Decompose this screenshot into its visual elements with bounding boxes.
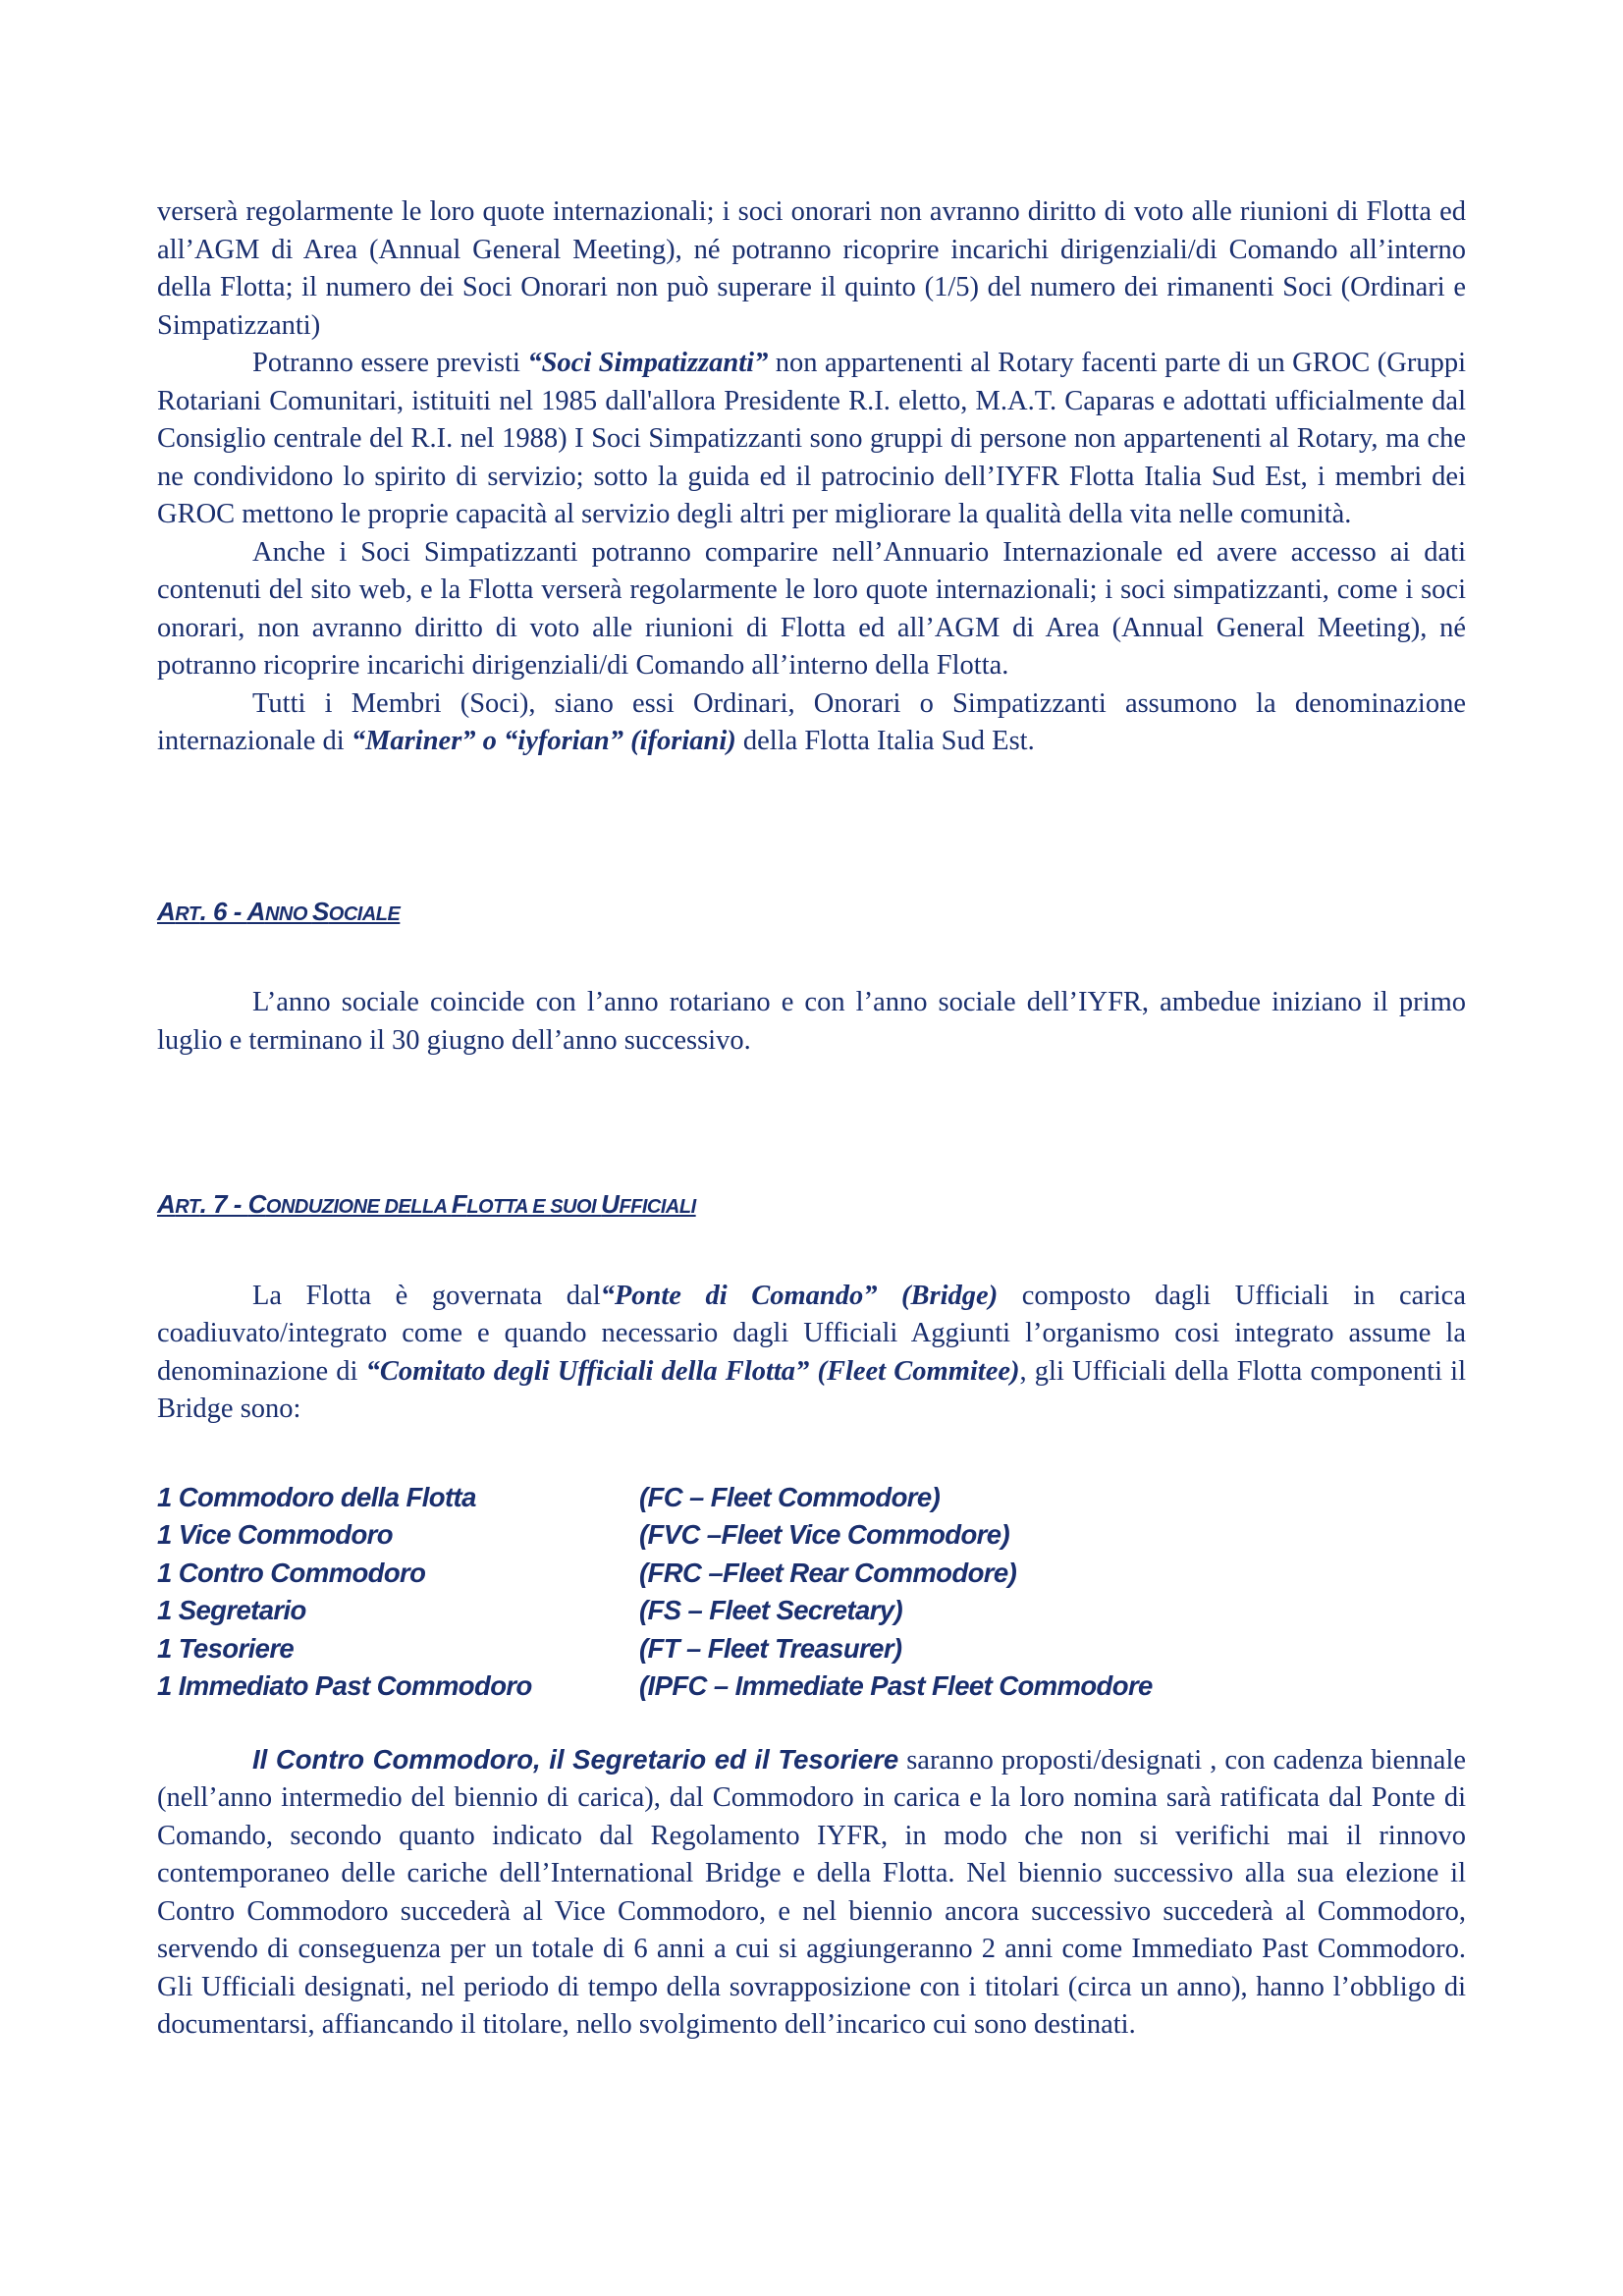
officer-row (157, 1630, 1466, 1668)
heading-part: S (311, 896, 329, 926)
officer-row (157, 1516, 1466, 1555)
paragraph-honorary-members: verserà regolarmente le loro quote internazionali; i soci onorari non avranno diritto di voto alle riunioni di Flotta ed all’AGM di Area (Annual General Meeting), né potranno ricoprire incarichi dirigenziali/di Comando all’interno della Flotta; il numero dei Soci Onorari non può superare il quinto (1/5) del numero dei rimanenti Soci (Ordinari e Simpatizzanti) (157, 196, 1466, 341)
heading-part: . 7 - (199, 1189, 248, 1219)
heading-part: NNO (264, 902, 312, 925)
officer-name: 1 Commodoro della Flotta (157, 1481, 476, 1512)
text-run: non appartenenti al Rotary facenti parte di un GROC (Gruppi Rotariani Comunitari, istituiti nel 1985 dall'allora Presidente R.I. eletto, M.A.T. Caparas e adottati ufficialmente dal Consiglio centrale del R.I. nel 1988) I Soci Simpatizzanti sono gruppi di persone non appartenenti al Rotary, ma che ne condividono lo spirito di servizio; sotto la guida ed il patrocinio dell’IYFR Flotta Italia Sud Est, i membri dei GROC mettono le proprie capacità al servizio degli altri per migliorare la qualità della vita nelle comunità. (157, 348, 1466, 529)
officer-name: 1 Contro Commodoro (157, 1557, 426, 1588)
emphasis-mariner: “Mariner” o “iyforian” (iforiani) (351, 726, 736, 756)
officer-name: 1 Vice Commodoro (157, 1519, 393, 1550)
officer-row (157, 1667, 1466, 1706)
heading-part: A (157, 1189, 176, 1219)
heading-part: A (157, 896, 176, 926)
emphasis-fleet-committee: “Comitato degli Ufficiali della Flotta” (Fleet Commitee) (365, 1355, 1020, 1387)
officer-abbreviation: (FRC –Fleet Rear Commodore) (639, 1557, 1017, 1588)
heading-part: RT (175, 1196, 200, 1218)
heading-part: A (246, 896, 265, 926)
heading-part: FFICIALI (619, 1196, 696, 1218)
heading-art-6 (157, 893, 1466, 934)
paragraph-sympathizer-rights: Anche i Soci Simpatizzanti potranno comparire nell’Annuario Internazionale ed avere accesso ai dati contenuti del sito web, e la Flotta verserà regolarmente le loro quote internazionali; i soci simpatizzanti, come i soci onorari, non avranno diritto di voto alle riunioni di Flotta ed all’AGM di Area (Annual General Meeting), né potranno ricoprire incarichi dirigenziali/di Comando all’interno della Flotta. (157, 536, 1466, 681)
emphasis-officers: Il Contro Commodoro, il Segretario ed il Tesoriere (252, 1743, 899, 1775)
officer-row (157, 1479, 1466, 1517)
officer-name: 1 Immediato Past Commodoro (157, 1670, 532, 1701)
paragraph-social-year: L’anno sociale coincide con l’anno rotariano e con l’anno sociale dell’IYFR, ambedue iniziano il primo luglio e terminano il 30 giugno dell’anno successivo. (157, 987, 1466, 1056)
text-run: saranno proposti/designati , con cadenza biennale (nell’anno intermedio del biennio di carica), dal Commodoro in carica e la loro nomina sarà ratificata dal Ponte di Comando, secondo quanto indicato dal Regolamento IYFR, in modo che non si verifichi mai il rinnovo contemporaneo delle cariche dell’International Bridge e della Flotta. Nel biennio successivo alla sua elezione il Contro Commodoro succederà al Vice Commodoro, e nel biennio ancora successivo succederà al Commodoro, servendo di conseguenza per un totale di 6 anni a cui si aggiungeranno 2 anni come Immediato Past Commodoro. Gli Ufficiali designati, nel periodo di tempo della sovrapposizione con i titolari (circa un anno), hanno l’obbligo di documentarsi, affiancando il titolare, nello svolgimento dell’incarico cui sono destinati. (157, 1744, 1467, 2040)
officer-row (157, 1592, 1466, 1630)
heading-part: C (247, 1189, 266, 1219)
officer-abbreviation: (FS – Fleet Secretary) (639, 1595, 903, 1625)
officer-name: 1 Segretario (157, 1595, 306, 1625)
heading-part: F (451, 1189, 467, 1219)
text-run: La Flotta è governata dal (252, 1280, 601, 1311)
officer-abbreviation: (IPFC – Immediate Past Fleet Commodore (639, 1670, 1153, 1701)
officer-name: 1 Tesoriere (157, 1632, 295, 1664)
heading-part: . 6 - (199, 896, 247, 926)
paragraph-officer-designation (157, 1741, 1466, 2045)
officer-abbreviation: (FC – Fleet Commodore) (639, 1481, 941, 1512)
officer-abbreviation: (FVC –Fleet Vice Commodore) (639, 1519, 1010, 1550)
emphasis-ponte-di-comando: “Ponte di Comando” (Bridge) (600, 1280, 999, 1311)
heading-part: RT (175, 902, 200, 925)
paragraph-mariner-denomination (157, 685, 1466, 761)
heading-part: U (601, 1189, 620, 1219)
heading-part: ONDUZIONE DELLA (265, 1196, 452, 1218)
text-run: della Flotta Italia Sud Est. (735, 726, 1035, 756)
heading-part: OCIALE (328, 902, 401, 925)
heading-part: LOTTA E SUOI (466, 1196, 602, 1218)
emphasis-soci-simpatizzanti: “Soci Simpatizzanti” (527, 348, 769, 378)
heading-art-7 (157, 1185, 1466, 1227)
officer-abbreviation: (FT – Fleet Treasurer) (639, 1632, 902, 1664)
paragraph-sympathizer-members (157, 345, 1466, 534)
text-run: Potranno essere previsti (252, 348, 528, 378)
text-run: Tutti i Membri (Soci), siano essi Ordinari, Onorari o Simpatizzanti assumono la denominazione internazionale di (157, 687, 1466, 756)
officer-row (157, 1555, 1466, 1593)
text-run: composto dagli Ufficiali in carica coadiuvato/integrato come e quando necessario dagli Ufficiali Aggiunti l’organismo cosi integrato assume la denominazione di (157, 1280, 1466, 1387)
paragraph-fleet-governance (157, 1278, 1466, 1429)
officers-list (157, 1479, 1466, 1706)
text-run: , gli Ufficiali della Flotta componenti il Bridge sono: (157, 1355, 1466, 1424)
